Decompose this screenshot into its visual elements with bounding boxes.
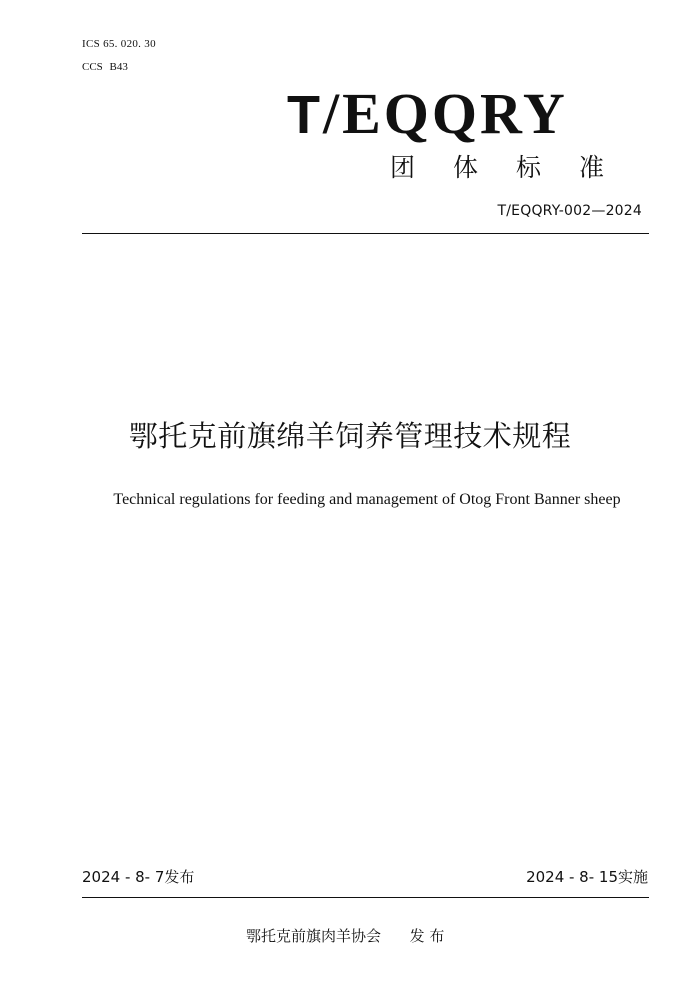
document-title-chinese: 鄂托克前旗绵羊饲养管理技术规程 xyxy=(128,419,572,453)
publish-date: 2024 - 8- 7发布 xyxy=(82,868,195,886)
document-title-english: Technical regulations for feeding and management of Otog Front Banner sheep xyxy=(113,491,621,508)
logo-letters: /EQQRY xyxy=(323,81,568,146)
top-divider xyxy=(82,233,649,234)
standard-number: T/EQQRY-002—2024 xyxy=(497,203,642,219)
publisher-line: 鄂托克前旗肉羊协会 发 布 xyxy=(246,927,445,945)
implementation-date: 2024 - 8- 15实施 xyxy=(526,868,648,886)
bottom-divider xyxy=(82,897,649,898)
standard-type-label: 团体标准 xyxy=(390,153,643,182)
organization-logo xyxy=(287,83,612,145)
ics-code: ICS 65. 020. 30 xyxy=(82,38,156,50)
logo-letter-t: T xyxy=(287,85,323,145)
ccs-code: CCS B43 xyxy=(82,61,128,73)
